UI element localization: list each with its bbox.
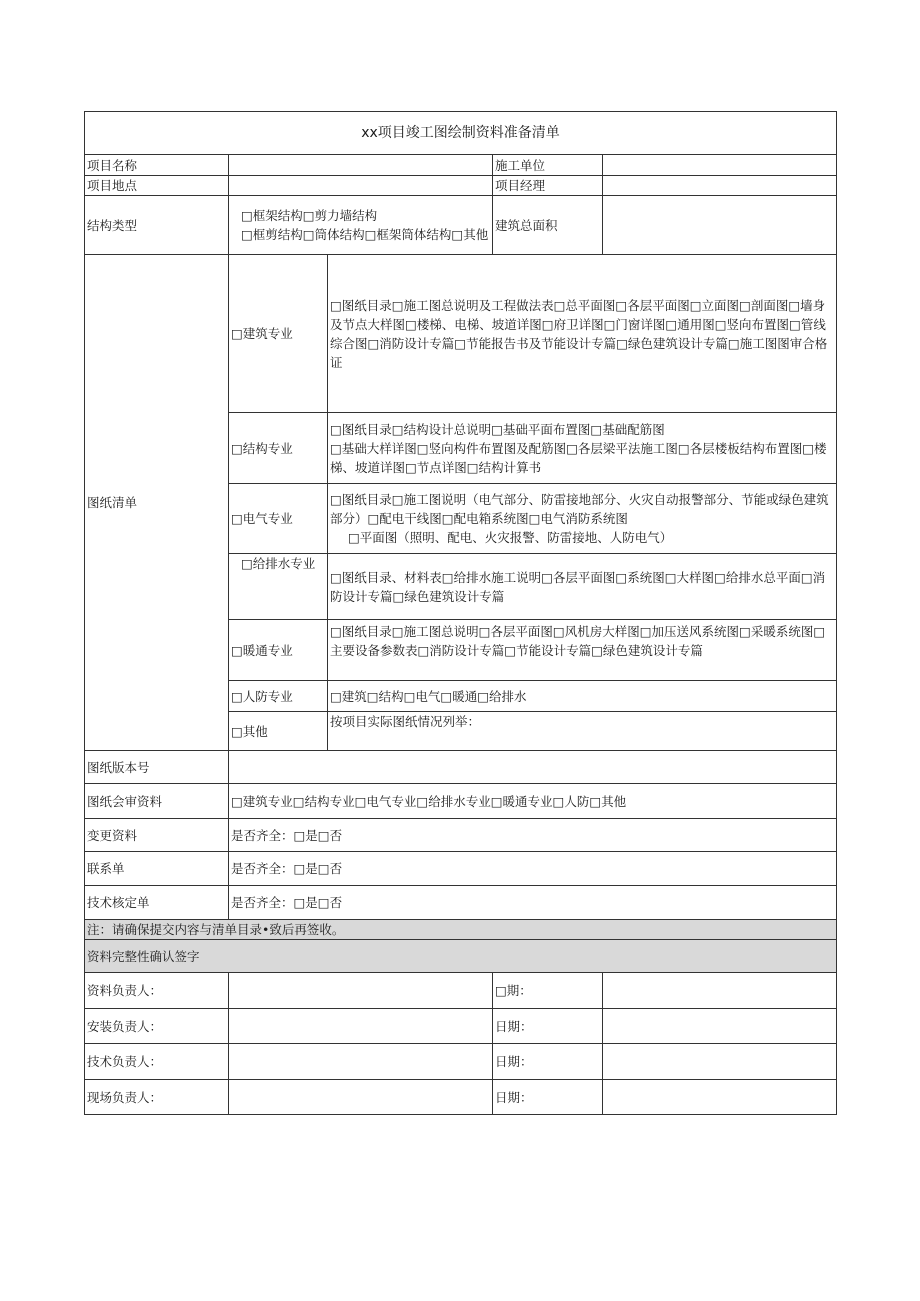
signature-row bbox=[85, 973, 837, 1009]
review-label: 图纸会审资料 bbox=[85, 784, 229, 819]
review-row bbox=[85, 784, 837, 819]
structure-items-line1: □图纸目录□结构设计总说明□基础平面布置图□基础配筋图 bbox=[330, 421, 665, 437]
signature-field[interactable] bbox=[229, 973, 493, 1009]
construction-unit-field[interactable] bbox=[603, 155, 837, 176]
signature-row bbox=[85, 1009, 837, 1044]
drawing-list-label: 图纸清单 bbox=[85, 255, 229, 751]
contact-value[interactable]: 是否齐全：□是□否 bbox=[229, 852, 837, 886]
title-row bbox=[85, 112, 837, 155]
note-text: 注：请确保提交内容与清单目录•致后再签收。 bbox=[85, 920, 837, 940]
checklist-sheet bbox=[84, 111, 836, 1115]
changes-label: 变更资料 bbox=[85, 819, 229, 852]
signature-field[interactable] bbox=[229, 1009, 493, 1044]
date-field[interactable] bbox=[603, 1044, 837, 1080]
signature-field[interactable] bbox=[229, 1044, 493, 1080]
signature-label: 安装负责人： bbox=[85, 1009, 229, 1044]
contact-row bbox=[85, 852, 837, 886]
info-row-2 bbox=[85, 176, 837, 196]
version-label: 图纸版本号 bbox=[85, 751, 229, 784]
construction-unit-label: 施工单位 bbox=[493, 155, 603, 176]
drawing-row-architecture bbox=[85, 255, 837, 413]
structure-row bbox=[85, 196, 837, 255]
signature-label: 现场负责人： bbox=[85, 1080, 229, 1115]
page-title: xx项目竣工图绘制资料准备清单 bbox=[85, 112, 837, 155]
total-area-label: 建筑总面积 bbox=[493, 196, 603, 255]
electrical-items-line1: □图纸目录□施工图说明（电气部分、防雷接地部分、火灾自动报警部分、节能或绿色建筑部分）□配电干线图□配电箱系统图□电气消防系统图 bbox=[330, 492, 829, 526]
version-field[interactable] bbox=[229, 751, 837, 784]
checklist-table bbox=[84, 111, 837, 1115]
structure-type-label: 结构类型 bbox=[85, 196, 229, 255]
date-field[interactable] bbox=[603, 973, 837, 1009]
structure-type-options[interactable] bbox=[229, 196, 493, 255]
date-field[interactable] bbox=[603, 1080, 837, 1115]
info-row-1 bbox=[85, 155, 837, 176]
architecture-items[interactable]: □图纸目录□施工图总说明及工程做法表□总平面图□各层平面图□立面图□剖面图□墙身及节点大样图□楼梯、电梯、坡道详图□府卫详图□门窗详图□通用图□竖向布置图□管线综合图□消防设计专篇□节能报告书及节能设计专篇□绿色建筑设计专篇□施工图图审合格证 bbox=[328, 255, 837, 413]
version-row bbox=[85, 751, 837, 784]
discipline-structure[interactable]: □结构专业 bbox=[229, 413, 328, 484]
contact-label: 联系单 bbox=[85, 852, 229, 886]
discipline-other[interactable]: □其他 bbox=[229, 712, 328, 751]
discipline-civil-defense[interactable]: □人防专业 bbox=[229, 681, 328, 712]
other-items[interactable]: 按项目实际图纸情况列举： bbox=[328, 712, 837, 751]
confirm-row bbox=[85, 940, 837, 973]
date-label: □期： bbox=[493, 973, 603, 1009]
signature-label: 资料负责人： bbox=[85, 973, 229, 1009]
signature-field[interactable] bbox=[229, 1080, 493, 1115]
structure-items-line2: □基础大样详图□竖向构件布置图及配筋图□各层梁平法施工图□各层楼板结构布置图□楼梯、坡道详图□节点详图□结构计算书 bbox=[330, 440, 827, 475]
project-name-field[interactable] bbox=[229, 155, 493, 176]
changes-row bbox=[85, 819, 837, 852]
review-options[interactable]: □建筑专业□结构专业□电气专业□给排水专业□暖通专业□人防□其他 bbox=[229, 784, 837, 819]
discipline-electrical[interactable]: □电气专业 bbox=[229, 484, 328, 554]
electrical-items[interactable] bbox=[328, 484, 837, 554]
structure-options-line2: □框剪结构□筒体结构□框架筒体结构□其他 bbox=[241, 227, 489, 242]
discipline-architecture[interactable]: □建筑专业 bbox=[229, 255, 328, 413]
structure-items[interactable] bbox=[328, 413, 837, 484]
discipline-hvac[interactable]: □暖通专业 bbox=[229, 620, 328, 681]
signature-label: 技术负责人： bbox=[85, 1044, 229, 1080]
signature-row bbox=[85, 1080, 837, 1115]
tech-value[interactable]: 是否齐全：□是□否 bbox=[229, 886, 837, 920]
note-row bbox=[85, 920, 837, 940]
electrical-items-line2: □平面图（照明、配电、火灾报警、防雷接地、人防电气） bbox=[348, 530, 673, 545]
date-label: 日期： bbox=[493, 1044, 603, 1080]
structure-options-line1: □框架结构□剪力墙结构 bbox=[241, 208, 378, 223]
civil-defense-items[interactable]: □建筑□结构□电气□暖通□给排水 bbox=[328, 681, 837, 712]
project-location-field[interactable] bbox=[229, 176, 493, 196]
confirm-label: 资料完整性确认签字 bbox=[85, 940, 837, 973]
plumbing-items[interactable]: □图纸目录、材料表□给排水施工说明□各层平面图□系统图□大样图□给排水总平面□消防设计专篇□绿色建筑设计专篇 bbox=[328, 554, 837, 620]
changes-value[interactable]: 是否齐全：□是□否 bbox=[229, 819, 837, 852]
project-location-label: 项目地点 bbox=[85, 176, 229, 196]
tech-row bbox=[85, 886, 837, 920]
signature-row bbox=[85, 1044, 837, 1080]
date-label: 日期： bbox=[493, 1080, 603, 1115]
project-name-label: 项目名称 bbox=[85, 155, 229, 176]
tech-label: 技术核定单 bbox=[85, 886, 229, 920]
discipline-plumbing[interactable]: □给排水专业 bbox=[229, 554, 328, 620]
hvac-items[interactable]: □图纸目录□施工图总说明□各层平面图□风机房大样图□加压送风系统图□采暖系统图□主要设备参数表□消防设计专篇□节能设计专篇□绿色建筑设计专篇 bbox=[328, 620, 837, 681]
date-label: 日期： bbox=[493, 1009, 603, 1044]
project-manager-field[interactable] bbox=[603, 176, 837, 196]
date-field[interactable] bbox=[603, 1009, 837, 1044]
total-area-field[interactable] bbox=[603, 196, 837, 255]
project-manager-label: 项目经理 bbox=[493, 176, 603, 196]
